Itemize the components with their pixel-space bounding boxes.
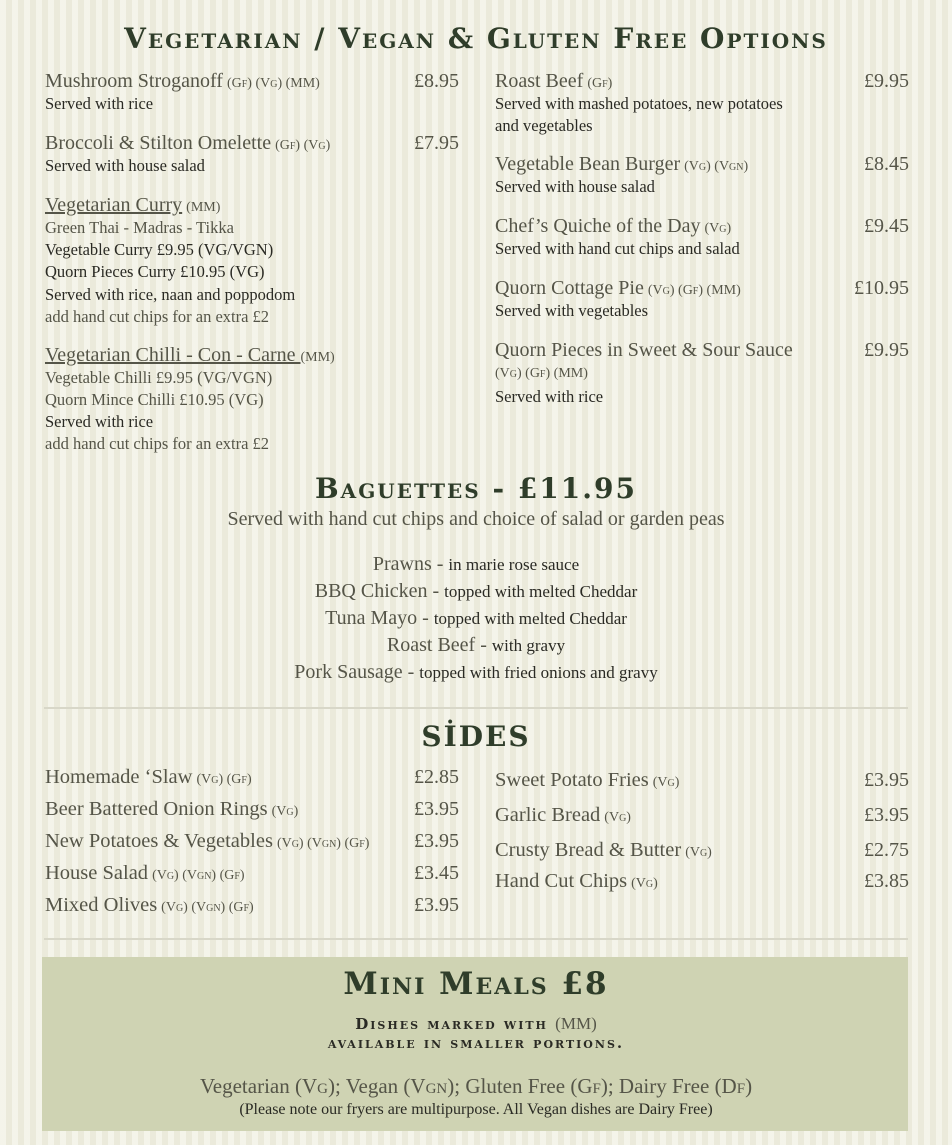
item-tags: (Gf) (Vg) (MM) [226,76,320,91]
side-tags: (Vg) [271,804,299,819]
mini-meals-title: Mini Meals £8 [343,966,609,1002]
item-description: Served with hand cut chips and salad [495,239,740,258]
item-name: Roast Beef [495,70,584,92]
item-description: Served with house salad [495,177,655,196]
legend-vegan-code: (Vgn) [403,1074,455,1098]
baguette-name: Tuna Mayo - [325,607,434,629]
side-item [495,769,909,792]
side-item [45,894,459,917]
menu-item-vegetable-bean-burger [495,153,909,198]
baguette-name: BBQ Chicken - [314,580,445,602]
side-price: £3.85 [864,870,909,892]
item-tags: (Gf) (Vg) [275,138,331,153]
side-name: Mixed Olives [45,894,158,916]
baguette-desc: in marie rose sauce [448,555,580,574]
item-description: and vegetables [495,116,593,135]
side-price: £2.85 [414,766,459,788]
legend-dairy-free-code: (Df) [714,1074,753,1098]
mini-meals-line-1 [0,1014,952,1034]
divider [44,938,908,940]
menu-item-quorn-sweet-sour [495,339,909,408]
side-item [45,830,459,853]
side-tags: (Vg) [652,775,680,790]
baguette-desc: topped with melted Cheddar [433,609,627,628]
side-price: £3.45 [414,862,459,884]
item-name: Quorn Pieces in Sweet & Sour Sauce [495,339,793,361]
item-price: £10.95 [854,277,909,299]
item-option: Quorn Pieces Curry £10.95 (VG) [45,262,265,281]
baguette-desc: topped with melted Cheddar [444,582,638,601]
dietary-legend: Vegetarian (Vg); Vegan (Vgn); Gluten Free (Gf); Dairy Free (Df) [199,1074,753,1098]
item-tags: (Vg) (Gf) (MM) [495,366,588,381]
side-tags: (Vg) (Vgn) (Gf) [161,900,254,915]
side-price: £3.95 [414,798,459,820]
side-tags: (Vg) [685,845,712,860]
side-price: £3.95 [864,804,909,826]
item-tags: (Vg) (Vgn) [684,159,749,174]
item-option: Quorn Mince Chilli £10.95 (VG) [45,390,264,409]
menu-item-mushroom-stroganoff [45,70,459,115]
fryer-note: (Please note our fryers are multipurpose. All Vegan dishes are Dairy Free) [239,1101,713,1118]
legend-gluten-free-code: (Gf) [570,1074,608,1098]
menu-item-vegetarian-curry [45,194,459,328]
baguette-name: Prawns - [372,553,449,575]
item-name: Quorn Cottage Pie [495,277,644,299]
side-name: House Salad [45,862,149,884]
item-extra: add hand cut chips for an extra £2 [45,434,270,453]
item-variants: Green Thai - Madras - Tikka [45,218,234,237]
menu-item-vegetarian-chilli [45,344,459,455]
item-tags: (Gf) [587,76,613,91]
legend-gluten-free: Gluten Free [465,1074,566,1098]
side-tags: (Vg) (Vgn) (Gf) [276,836,370,851]
item-price: £9.95 [864,339,909,361]
baguette-item [0,605,952,632]
baguette-desc: topped with fried onions and gravy [419,663,658,682]
baguette-item [0,578,952,605]
baguette-item [0,659,952,686]
menu-item-broccoli-omelette [45,132,459,177]
mini-meals-line-2: available in smaller portions. [327,1034,625,1052]
vegetarian-left-column [45,70,459,455]
side-price: £3.95 [414,894,459,916]
item-price: £9.95 [864,70,909,92]
menu-item-quorn-cottage-pie [495,277,909,322]
side-name: Garlic Bread [495,804,601,826]
side-tags: (Vg) [631,876,658,891]
legend-vegetarian-code: (Vg) [294,1074,335,1098]
item-tags: (MM) [186,200,221,215]
baguette-name: Roast Beef - [386,634,492,656]
side-price: £3.95 [864,769,909,791]
item-option: Vegetable Chilli £9.95 (VG/VGN) [45,368,273,387]
item-option: Vegetable Curry £9.95 (VG/VGN) [45,240,274,259]
item-name: Broccoli & Stilton Omelette [45,132,272,154]
side-tags: (Vg) (Gf) [196,772,252,787]
item-name: Mushroom Stroganoff [45,70,223,92]
baguette-desc: with gravy [491,636,566,655]
baguettes-title: Baguettes - £11.95 [315,472,637,505]
item-name: Vegetarian Curry [45,194,183,216]
menu-item-chefs-quiche [495,215,909,260]
baguette-item [0,632,952,659]
legend-dairy-free: Dairy Free [618,1074,710,1098]
side-name: Crusty Bread & Butter [495,839,682,861]
item-tags: (MM) [300,350,335,365]
side-price: £3.95 [414,830,459,852]
item-price: £8.95 [414,70,459,92]
legend-vegan: Vegan [345,1074,399,1098]
divider [44,707,908,709]
side-tags: (Vg) [604,810,631,825]
side-name: Sweet Potato Fries [495,769,649,791]
side-item [495,870,909,893]
vegetarian-section-title: Vegetarian / Vegan & Gluten Free Options [124,22,828,55]
item-description: Served with rice, naan and poppodom [45,285,296,304]
legend-vegetarian: Vegetarian [199,1074,290,1098]
item-extra: add hand cut chips for an extra £2 [45,307,270,326]
mini-meals-code: (MM) [555,1014,597,1033]
side-item [495,804,909,827]
sides-title: SİDES [421,720,531,753]
item-description: Served with rice [45,412,154,431]
item-name: Vegetarian Chilli - Con - Carne [45,344,301,366]
item-description: Served with mashed potatoes, new potatoes [495,94,783,113]
baguettes-subtitle: Served with hand cut chips and choice of salad or garden peas [227,508,725,530]
item-name: Vegetable Bean Burger [495,153,681,175]
mini-meals-prefix: Dishes marked with [355,1015,548,1033]
menu-item-roast-beef [495,70,909,137]
side-name: Beer Battered Onion Rings [45,798,268,820]
side-name: Homemade ‘Slaw [45,766,193,788]
baguette-item [0,551,952,578]
item-tags: (Vg) [704,221,732,236]
side-price: £2.75 [864,839,909,861]
baguette-name: Pork Sausage - [294,661,420,683]
item-description: Served with rice [495,387,604,406]
item-tags: (Vg) (Gf) (MM) [647,283,741,298]
side-name: New Potatoes & Vegetables [45,830,273,852]
side-item [45,766,459,789]
item-price: £9.45 [864,215,909,237]
item-name: Chef’s Quiche of the Day [495,215,701,237]
item-price: £7.95 [414,132,459,154]
baguettes-list [0,551,952,686]
item-description: Served with house salad [45,156,205,175]
side-item [45,862,459,885]
item-description: Served with vegetables [495,301,649,320]
side-tags: (Vg) (Vgn) (Gf) [152,868,245,883]
side-item [45,798,459,821]
side-item [495,839,909,862]
vegetarian-right-column [495,70,909,408]
item-description: Served with rice [45,94,154,113]
side-name: Hand Cut Chips [495,870,628,892]
item-price: £8.45 [864,153,909,175]
